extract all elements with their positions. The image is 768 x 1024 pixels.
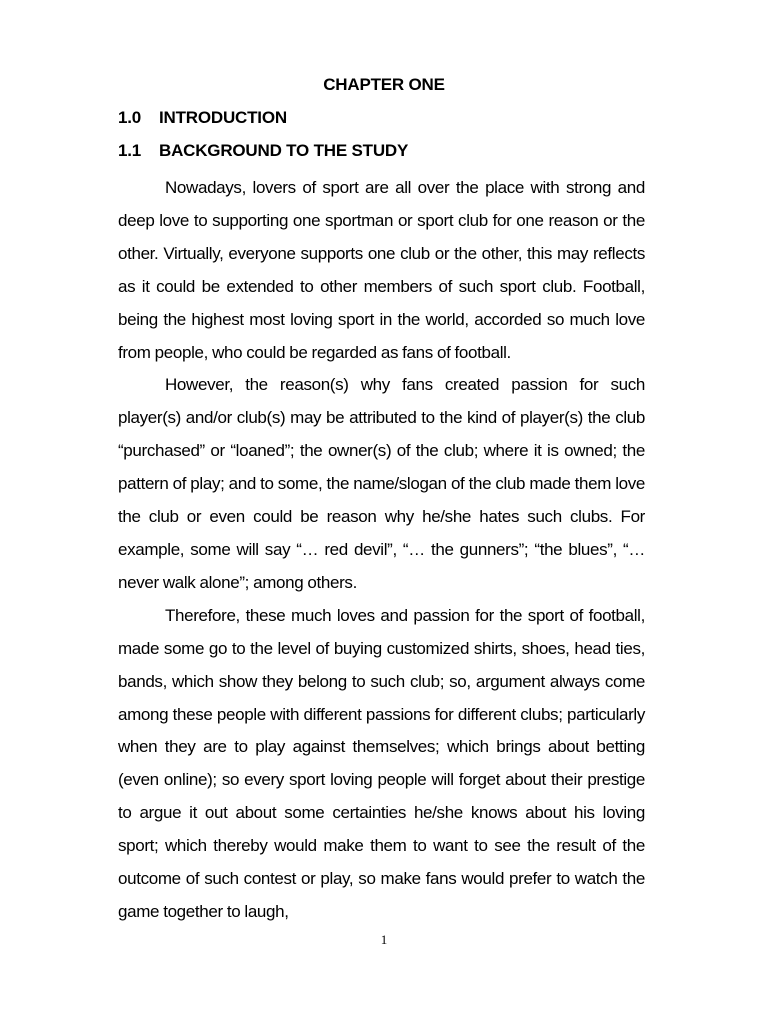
- section-title: BACKGROUND TO THE STUDY: [159, 141, 409, 160]
- section-heading-background: [118, 140, 408, 162]
- section-number: 1.0: [118, 108, 142, 127]
- paragraph-1: Nowadays, lovers of sport are all over the place with strong and deep love to supporting one sportman or sport club for one reason or the other. Virtually, everyone supports one club or the other, this may reflects as it could be extended to other members of such sport club. Football, being the highest most loving sport in the world, accorded so much love from people, who could be regarded as fans of football.: [118, 178, 645, 362]
- page-number: 1: [380, 932, 388, 947]
- section-number: 1.1: [118, 141, 142, 160]
- section-heading-introduction: [118, 107, 287, 129]
- paragraph-2: However, the reason(s) why fans created passion for such player(s) and/or club(s) may be attributed to the kind of player(s) the club “purchased” or “loaned”; the owner(s) of the club; where it is owned; the pattern of play; and to some, the name/slogan of the club made them love the club or even could be reason why he/she hates such clubs. For example, some will say “… red devil”, “… the gunners”; “the blues”, “… never walk alone”; among others.: [118, 375, 645, 592]
- body-text: [118, 172, 645, 929]
- paragraph-3: Therefore, these much loves and passion for the sport of football, made some go to the level of buying customized shirts, shoes, head ties, bands, which show they belong to such club; so, argument always come among these people with different passions for different clubs; particularly when they are to play against themselves; which brings about betting (even online); so every sport loving people will forget about their prestige to argue it out about some certainties he/she knows about his loving sport; which thereby would make them to want to see the result of the outcome of such contest or play, so make fans would prefer to watch the game together to laugh,: [118, 605, 645, 921]
- section-title: INTRODUCTION: [159, 108, 287, 127]
- chapter-title: CHAPTER ONE: [323, 75, 445, 94]
